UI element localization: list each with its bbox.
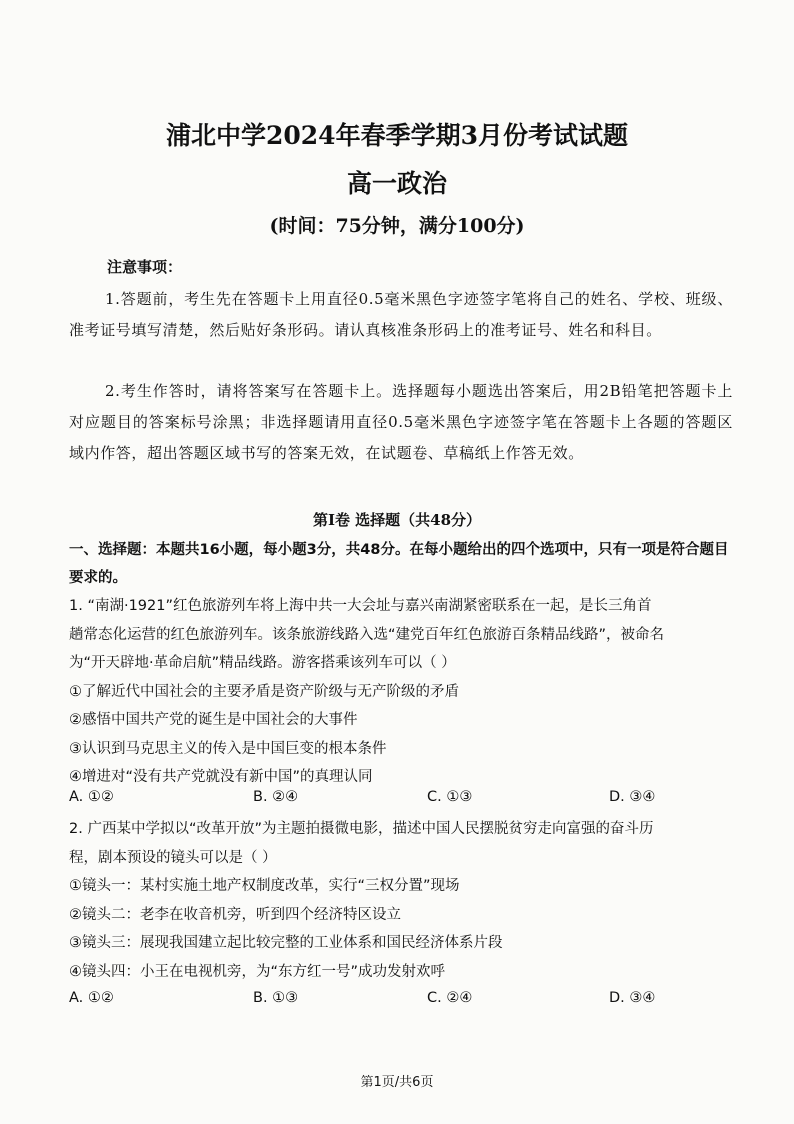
question-1-stem-line: 趟常态化运营的红色旅游列车。该条旅游线路入选“建党百年红色旅游百条精品线路”，被命名 bbox=[69, 626, 665, 643]
option-a: A. ①② bbox=[69, 990, 114, 1006]
question-2-stem-line: 2. 广西某中学拟以“改革开放”为主题拍摄微电影，描述中国人民摆脱贫穷走向富强的奋斗历 bbox=[69, 821, 654, 837]
option-c: C. ②④ bbox=[427, 990, 473, 1006]
question-1-item: ④增进对“没有共产党就没有新中国”的真理认同 bbox=[69, 769, 373, 785]
option-d: D. ③④ bbox=[609, 789, 656, 805]
page-number: 第1页/共6页 bbox=[360, 1075, 434, 1090]
notice-heading: 注意事项： bbox=[107, 258, 183, 276]
question-2 bbox=[69, 815, 734, 986]
option-a: A. ①② bbox=[69, 789, 114, 805]
option-b: B. ①③ bbox=[253, 990, 299, 1006]
question-1 bbox=[69, 592, 734, 792]
exam-title: 浦北中学2024年春季学期3月份考试试题 bbox=[166, 121, 628, 150]
question-1-item: ②感悟中国共产党的诞生是中国社会的大事件 bbox=[69, 712, 358, 728]
question-2-stem-line: 程，剧本预设的镜头可以是（ ） bbox=[69, 849, 277, 866]
question-1-options bbox=[69, 789, 739, 817]
notice-item-1 bbox=[69, 284, 733, 346]
question-2-item: ④镜头四：小王在电视机旁，为“东方红一号”成功发射欢呼 bbox=[69, 963, 446, 980]
question-1-stem-line: 1. “南湖·1921”红色旅游列车将上海中共一大会址与嘉兴南湖紧密联系在一起，是长三角首 bbox=[69, 598, 652, 614]
subject-title: 高一政治 bbox=[346, 169, 447, 198]
option-c: C. ①③ bbox=[427, 789, 473, 805]
question-2-item: ②镜头二：老李在收音机旁，听到四个经济特区设立 bbox=[69, 906, 401, 923]
question-1-item: ③认识到马克思主义的传入是中国巨变的根本条件 bbox=[69, 740, 387, 757]
notice-item-2 bbox=[69, 376, 733, 469]
question-1-stem-line: 为“开天辟地·革命启航”精品线路。游客搭乘该列车可以（ ） bbox=[69, 655, 456, 671]
question-2-item: ③镜头三：展现我国建立起比较完整的工业体系和国民经济体系片段 bbox=[69, 935, 503, 951]
option-d: D. ③④ bbox=[609, 990, 656, 1006]
question-1-item: ①了解近代中国社会的主要矛盾是资产阶级与无产阶级的矛盾 bbox=[69, 683, 459, 700]
time-info: (时间：75分钟，满分100分) bbox=[269, 215, 525, 237]
notice-item-1-text: 1.答题前，考生先在答题卡上用直径0.5毫米黑色字迹签字笔将自己的姓名、学校、班级、准考证号填写清楚，然后贴好条形码。请认真核准条形码上的准考证号、姓名和科目。 bbox=[69, 290, 733, 339]
section-heading: 第Ⅰ卷 选择题（共48分） bbox=[312, 511, 482, 529]
section-instruction: 一、选择题：本题共16小题，每小题3分，共48分。在每小题给出的四个选项中，只有一项是符合题目要求的。 bbox=[69, 542, 729, 586]
question-2-item: ①镜头一：某村实施土地产权制度改革，实行“三权分置”现场 bbox=[69, 878, 460, 894]
option-b: B. ②④ bbox=[253, 789, 299, 805]
notice-item-2-text: 2.考生作答时，请将答案写在答题卡上。选择题每小题选出答案后，用2B铅笔把答题卡上对应题目的答案标号涂黑；非选择题请用直径0.5毫米黑色字迹签字笔在答题卡上各题的答题区域内作答，超出答题区域书写的答案无效，在试题卷、草稿纸上作答无效。 bbox=[69, 382, 733, 462]
question-2-options bbox=[69, 990, 739, 1018]
